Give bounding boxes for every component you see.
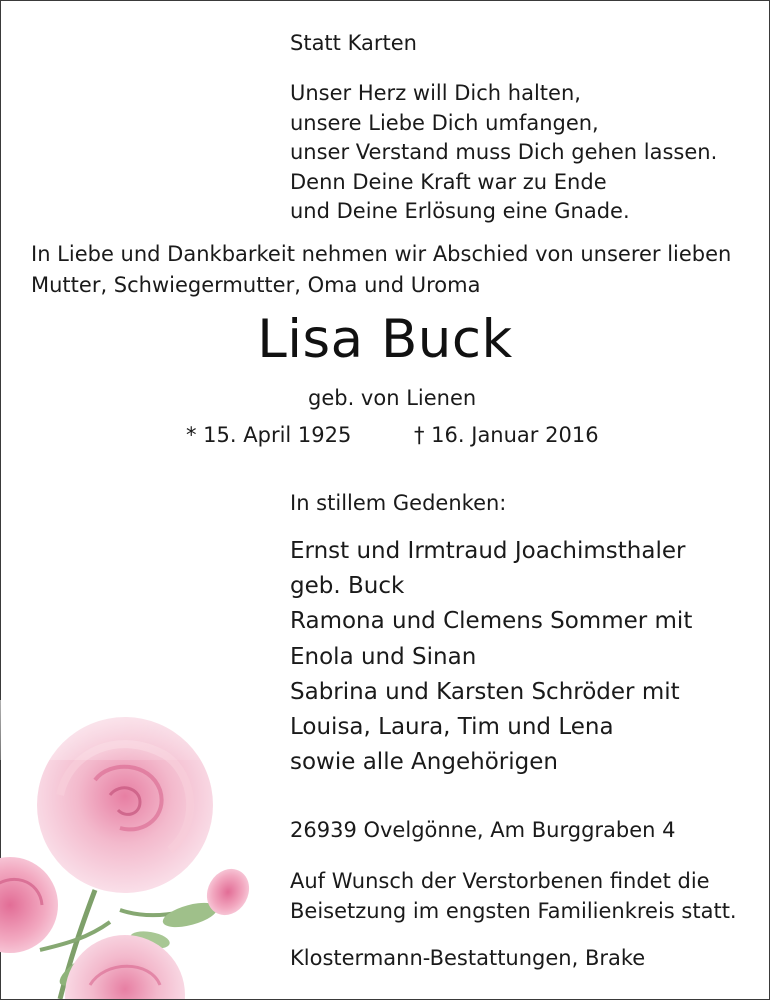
poem-line: Denn Deine Kraft war zu Ende [290, 169, 607, 194]
poem-line: unsere Liebe Dich umfangen, [290, 110, 599, 135]
burial-wish [290, 866, 737, 926]
pink-roses-icon [0, 700, 280, 999]
family-line: Ernst und Irmtraud Joachimsthaler [290, 538, 686, 564]
birth-date: * 15. April 1925 [186, 423, 352, 447]
maiden-name: geb. von Lienen [308, 386, 477, 410]
wish-line: Auf Wunsch der Verstorbenen findet die [290, 869, 710, 893]
deceased-name: Lisa Buck [257, 309, 513, 370]
poem [290, 79, 717, 227]
intro-line: Mutter, Schwiegermutter, Oma und Uroma [31, 273, 481, 297]
family-line: geb. Buck [290, 573, 405, 600]
poem-line: unser Verstand muss Dich gehen lassen. [290, 140, 718, 164]
intro-line: In Liebe und Dankbarkeit nehmen wir Abschied von unserer lieben [31, 242, 732, 266]
undertaker: Klostermann-Bestattungen, Brake [290, 946, 646, 970]
poem-line: und Deine Erlösung eine Gnade. [290, 199, 630, 223]
family-line: sowie alle Angehörigen [290, 749, 558, 776]
family-line: Louisa, Laura, Tim und Lena [290, 714, 614, 741]
family-line: Enola und Sinan [290, 643, 477, 670]
family-list [290, 534, 692, 780]
poem-line: Unser Herz will Dich halten, [290, 81, 581, 105]
memorial-heading: In stillem Gedenken: [290, 491, 507, 515]
address: 26939 Ovelgönne, Am Burggraben 4 [290, 818, 676, 842]
death-date: † 16. Januar 2016 [414, 423, 599, 447]
family-line: Sabrina und Karsten Schröder mit [290, 678, 680, 705]
header-statt-karten: Statt Karten [290, 31, 417, 55]
intro-text [31, 239, 731, 301]
wish-line: Beisetzung im engsten Familienkreis statt. [290, 899, 737, 923]
family-line: Ramona und Clemens Sommer mit [290, 608, 693, 635]
